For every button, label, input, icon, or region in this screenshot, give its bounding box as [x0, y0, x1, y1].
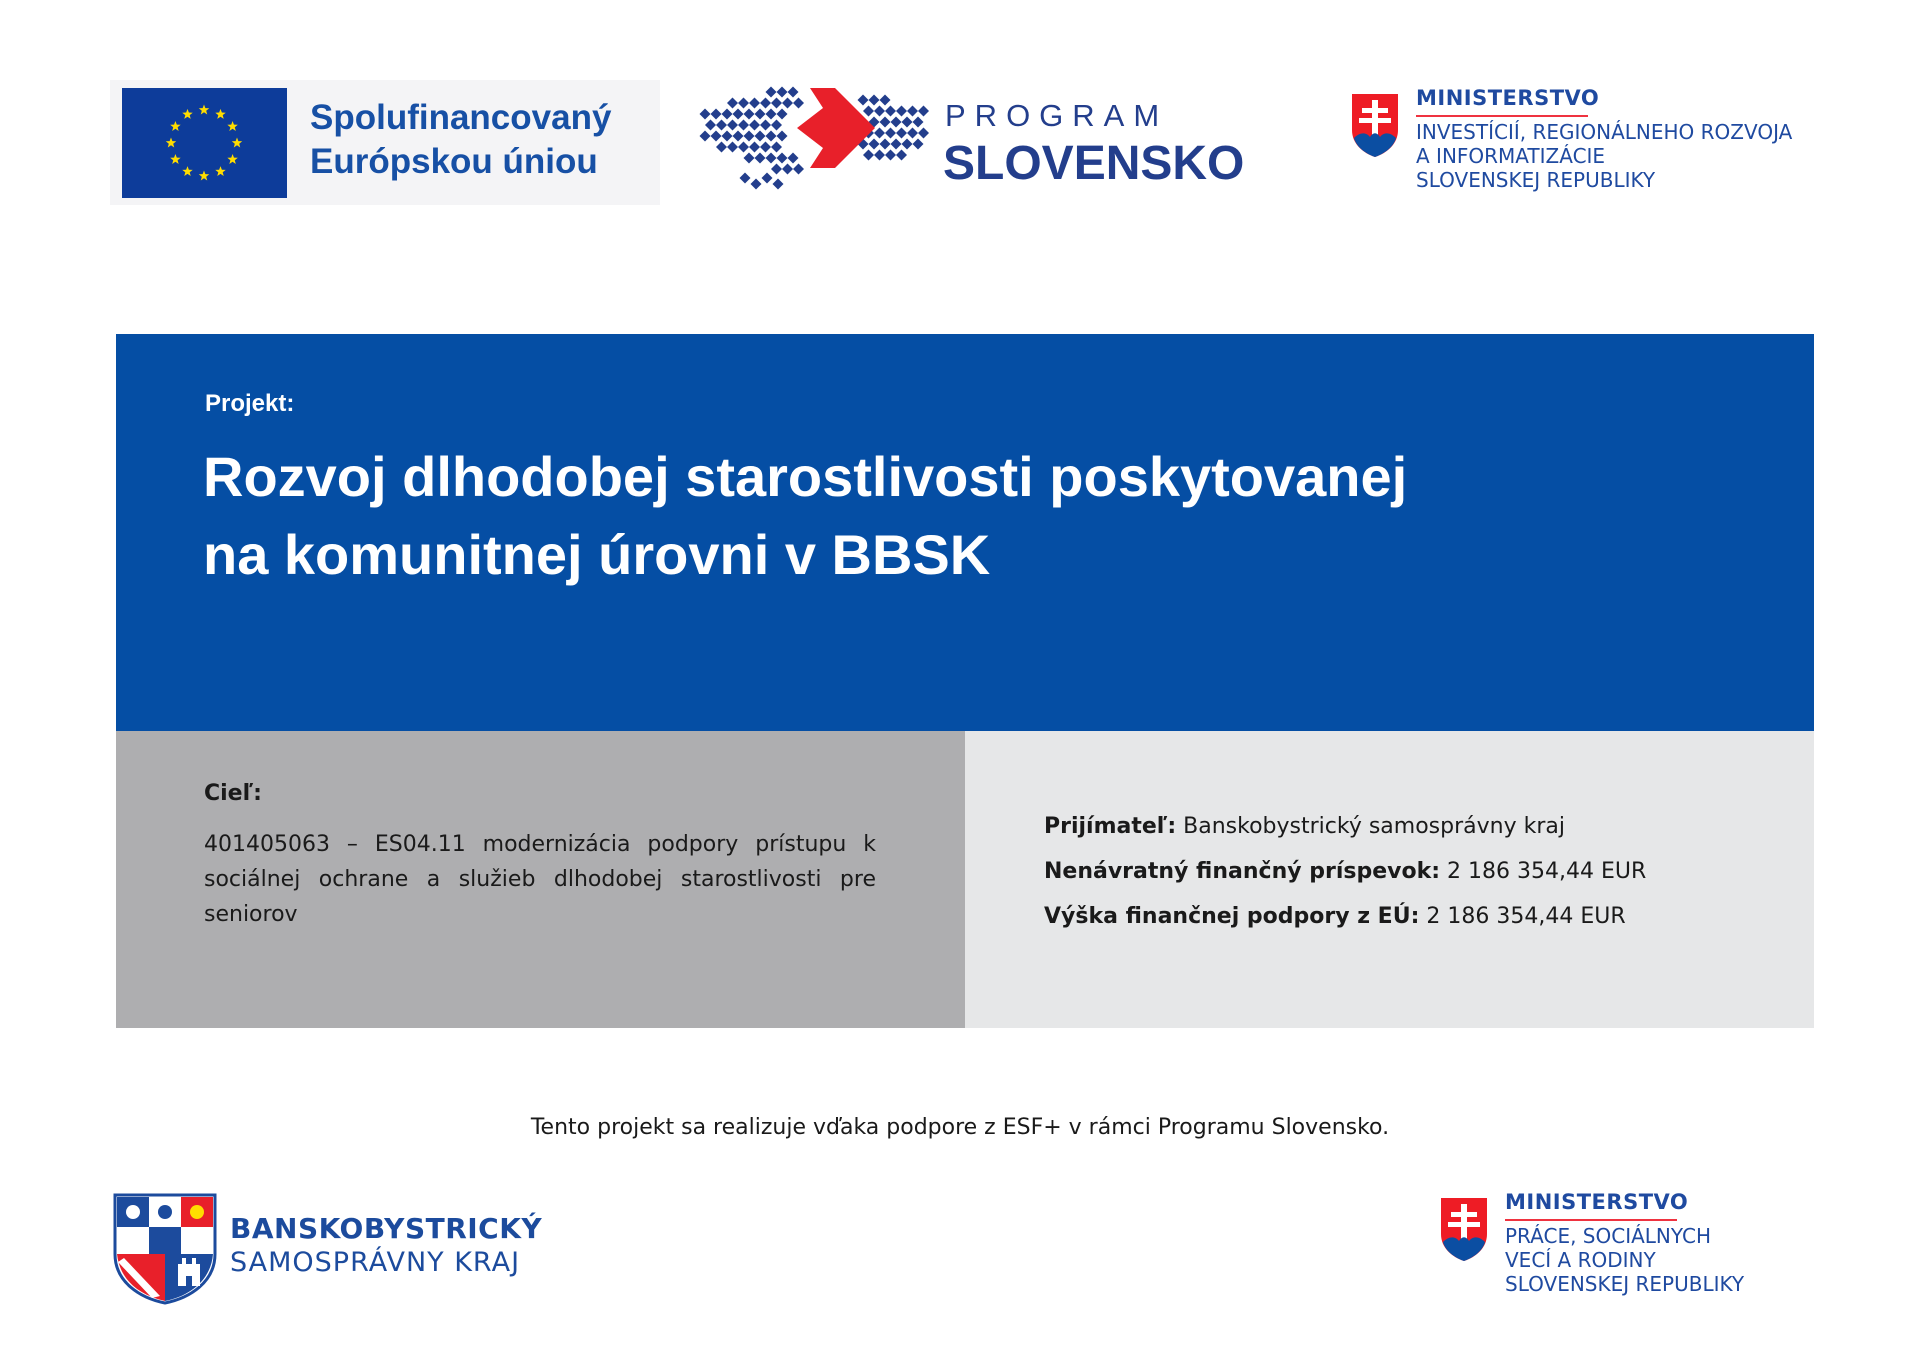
- program-mesh-diamond-icon: [880, 95, 891, 106]
- bbsk-line1: BANSKOBYSTRICKÝ: [230, 1212, 543, 1245]
- program-mesh-diamond-icon: [751, 179, 762, 190]
- ministry-title: MINISTERSTVO: [1416, 86, 1600, 110]
- program-mesh-diamond-icon: [874, 106, 885, 117]
- program-mesh-diamond-icon: [738, 142, 749, 153]
- program-mesh-diamond-icon: [722, 131, 733, 142]
- program-mesh-diamond-icon: [885, 150, 896, 161]
- eu-star-icon: [215, 166, 225, 176]
- program-mesh-diamond-icon: [711, 131, 722, 142]
- program-mesh-diamond-icon: [863, 150, 874, 161]
- program-mesh-diamond-icon: [744, 109, 755, 120]
- program-mesh-diamond-icon: [902, 117, 913, 128]
- program-mesh-diamond-icon: [869, 95, 880, 106]
- program-mesh-diamond-icon: [793, 164, 804, 175]
- program-mesh-diamond-icon: [880, 139, 891, 150]
- program-slovensko-logo: [695, 82, 1245, 207]
- eu-star-icon: [182, 166, 192, 176]
- eu-star-icon: [227, 121, 237, 131]
- program-mesh-diamond-icon: [755, 109, 766, 120]
- program-mesh-diamond-icon: [766, 131, 777, 142]
- grant-label: Nenávratný finančný príspevok:: [1044, 859, 1441, 884]
- project-title-line2: na komunitnej úrovni v BBSK: [203, 523, 991, 586]
- eu-text-line1: Spolufinancovaný: [310, 98, 612, 137]
- program-mesh-diamond-icon: [727, 142, 738, 153]
- program-mesh-diamond-icon: [782, 98, 793, 109]
- program-mesh-diamond-icon: [863, 106, 874, 117]
- bbsk-logo: [112, 1192, 572, 1307]
- program-mesh-diamond-icon: [766, 109, 777, 120]
- funding-panel: [965, 731, 1814, 1028]
- slovak-coat-of-arms-icon: [1348, 90, 1402, 162]
- program-mesh-diamond-icon: [777, 87, 788, 98]
- program-mesh-diamond-icon: [885, 128, 896, 139]
- eu-star-icon: [227, 154, 237, 164]
- project-title: [203, 438, 1407, 594]
- program-mesh-diamond-icon: [788, 87, 799, 98]
- grant-row: [1044, 849, 1646, 894]
- program-mesh-diamond-icon: [913, 139, 924, 150]
- bbsk-line2: SAMOSPRÁVNY KRAJ: [230, 1247, 521, 1278]
- program-mesh-diamond-icon: [744, 131, 755, 142]
- goal-panel: [116, 731, 965, 1028]
- program-word: PROGRAM: [945, 98, 1169, 133]
- program-mesh-diamond-icon: [771, 142, 782, 153]
- ministry-title-rule: [1505, 1219, 1677, 1221]
- grant-value: 2 186 354,44 EUR: [1447, 859, 1647, 884]
- program-mesh-diamond-icon: [793, 98, 804, 109]
- program-mesh-diamond-icon: [902, 139, 913, 150]
- project-banner: [116, 334, 1814, 731]
- program-mesh-diamond-icon: [700, 109, 711, 120]
- program-mesh-diamond-icon: [740, 173, 751, 184]
- ministry-labour-logo: [1437, 1190, 1897, 1305]
- program-mesh-diamond-icon: [885, 106, 896, 117]
- program-mesh-diamond-icon: [760, 98, 771, 109]
- program-mesh-diamond-icon: [891, 139, 902, 150]
- project-title-line1: Rozvoj dlhodobej starostlivosti poskytovanej: [203, 445, 1408, 508]
- program-mesh-diamond-icon: [733, 131, 744, 142]
- ministry-name-line: INVESTÍCIÍ, REGIONÁLNEHO ROZVOJA: [1416, 120, 1793, 144]
- program-mesh-diamond-icon: [777, 153, 788, 164]
- program-mesh-diamond-icon: [896, 128, 907, 139]
- program-mesh-diamond-icon: [727, 98, 738, 109]
- eu-flag-icon: [122, 88, 287, 198]
- program-mesh-diamond-icon: [777, 131, 788, 142]
- eu-star-icon: [199, 171, 209, 181]
- program-mesh-diamond-icon: [760, 120, 771, 131]
- program-mesh-diamond-icon: [918, 106, 929, 117]
- ministry-name-line: SLOVENSKEJ REPUBLIKY: [1505, 1272, 1745, 1296]
- program-mesh-diamond-icon: [874, 150, 885, 161]
- program-mesh-diamond-icon: [755, 131, 766, 142]
- program-mesh-diamond-icon: [771, 120, 782, 131]
- program-mesh-diamond-icon: [722, 109, 733, 120]
- eu-star-icon: [199, 105, 209, 115]
- program-mesh-diamond-icon: [771, 164, 782, 175]
- program-mesh-diamond-icon: [755, 153, 766, 164]
- eu-cofinancing-text: [310, 96, 611, 184]
- eu-star-icon: [232, 138, 242, 148]
- program-mesh-diamond-icon: [771, 98, 782, 109]
- project-label: Projekt:: [205, 390, 295, 417]
- ministry-title-rule: [1416, 115, 1588, 117]
- slovensko-word: SLOVENSKO: [943, 137, 1245, 190]
- ministry-investment-logo: [1348, 86, 1808, 201]
- program-mesh-diamond-icon: [711, 109, 722, 120]
- program-mesh-diamond-icon: [705, 120, 716, 131]
- program-mesh-diamond-icon: [782, 164, 793, 175]
- slovak-coat-of-arms-icon: [1437, 1194, 1491, 1266]
- program-mesh-diamond-icon: [907, 106, 918, 117]
- ministry-name-line: SLOVENSKEJ REPUBLIKY: [1416, 168, 1656, 192]
- program-mesh-diamond-icon: [738, 98, 749, 109]
- program-mesh-diamond-icon: [896, 150, 907, 161]
- ministry-title: MINISTERSTVO: [1505, 1190, 1689, 1214]
- program-mesh-diamond-icon: [766, 153, 777, 164]
- recipient-label: Prijímateľ:: [1044, 814, 1177, 839]
- program-mesh-diamond-icon: [727, 120, 738, 131]
- ministry-name-line: A INFORMATIZÁCIE: [1416, 144, 1606, 168]
- recipient-row: [1044, 804, 1646, 849]
- recipient-value: Banskobystrický samosprávny kraj: [1183, 814, 1565, 839]
- program-mesh-diamond-icon: [744, 153, 755, 164]
- program-mesh-diamond-icon: [858, 95, 869, 106]
- program-mesh-diamond-icon: [896, 106, 907, 117]
- program-slovensko-mark-icon: [695, 82, 930, 207]
- program-mesh-diamond-icon: [749, 142, 760, 153]
- program-mesh-diamond-icon: [918, 128, 929, 139]
- program-mesh-diamond-icon: [869, 139, 880, 150]
- eu-star-icon: [166, 138, 176, 148]
- program-mesh-diamond-icon: [777, 109, 788, 120]
- program-mesh-diamond-icon: [716, 142, 727, 153]
- program-mesh-diamond-icon: [880, 117, 891, 128]
- eu-support-value: 2 186 354,44 EUR: [1426, 904, 1626, 929]
- eu-support-label: Výška finančnej podpory z EÚ:: [1044, 904, 1420, 929]
- ministry-name: [1416, 120, 1792, 192]
- eu-text-line2: Európskou úniou: [310, 142, 598, 181]
- program-mesh-diamond-icon: [874, 128, 885, 139]
- goal-label: Cieľ:: [204, 781, 262, 806]
- program-mesh-diamond-icon: [716, 120, 727, 131]
- eu-support-row: [1044, 894, 1646, 939]
- program-mesh-diamond-icon: [766, 87, 777, 98]
- program-mesh-diamond-icon: [700, 131, 711, 142]
- bbsk-coat-of-arms-icon: [112, 1192, 218, 1306]
- program-mesh-diamond-icon: [762, 173, 773, 184]
- program-mesh-diamond-icon: [749, 98, 760, 109]
- program-mesh-diamond-icon: [891, 117, 902, 128]
- goal-text: 401405063 – ES04.11 modernizácia podpory prístupu k sociálnej ochrane a služieb dlhodobej starostlivosti pre seniorov: [204, 832, 876, 927]
- eu-cofinancing-logo: [110, 80, 660, 205]
- eu-star-icon: [170, 154, 180, 164]
- program-mesh-diamond-icon: [760, 142, 771, 153]
- ministry-name-line: PRÁCE, SOCIÁLNYCH: [1505, 1224, 1712, 1248]
- program-mesh-diamond-icon: [913, 117, 924, 128]
- program-mesh-diamond-icon: [773, 179, 784, 190]
- program-mesh-diamond-icon: [788, 153, 799, 164]
- eu-star-icon: [170, 121, 180, 131]
- ministry-name-line: VECÍ A RODINY: [1505, 1248, 1656, 1272]
- program-mesh-diamond-icon: [733, 109, 744, 120]
- program-mesh-diamond-icon: [907, 128, 918, 139]
- program-mesh-diamond-icon: [749, 120, 760, 131]
- funding-info: [1044, 804, 1646, 939]
- program-mesh-diamond-icon: [738, 120, 749, 131]
- footer-note: Tento projekt sa realizuje vďaka podpore z ESF+ v rámci Programu Slovensko.: [530, 1115, 1390, 1140]
- eu-star-icon: [215, 109, 225, 119]
- eu-star-icon: [182, 109, 192, 119]
- ministry-name: [1505, 1224, 1744, 1296]
